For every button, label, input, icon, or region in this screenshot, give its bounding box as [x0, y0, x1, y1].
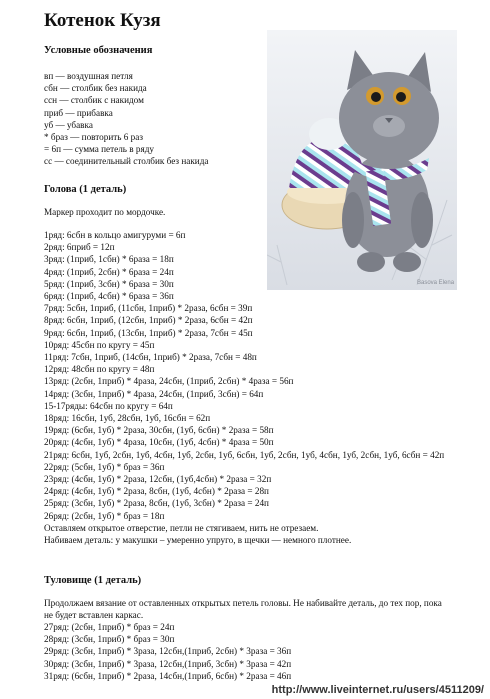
body-note: Продолжаем вязание от оставленных открытых петель головы. Не набивайте деталь, до тех пор, пока не будет вставлен каркас.	[44, 598, 442, 621]
pattern-row: 22ряд: (5сбн, 1уб) * браз = 36п	[44, 461, 165, 472]
pattern-row: Набиваем деталь: у макушки – умеренно упруго, в щечки — немного плотнее.	[44, 535, 352, 546]
pattern-row: 25ряд: (3сбн, 1уб) * 2раза, 8сбн, (1уб, 3сбн) * 2раза = 24п	[44, 498, 269, 509]
pattern-row: 26ряд: (2сбн, 1уб) * браз = 18п	[44, 510, 165, 521]
pattern-row: 1ряд: 6сбн в кольцо амигуруми = 6п	[44, 230, 186, 240]
pattern-row: 2ряд: 6приб = 12п	[44, 242, 115, 253]
kitten-illustration	[267, 30, 457, 290]
pattern-row: 10ряд: 45сбн по кругу = 45п	[44, 339, 155, 350]
pattern-row: 27ряд: (2сбн, 1приб) * браз = 24п	[44, 622, 175, 632]
pattern-row: 18ряд: 16сбн, 1уб, 28сбн, 1уб, 16сбн = 62п	[44, 413, 211, 424]
pattern-row: 5ряд: (1приб, 3сбн) * 6раза = 30п	[44, 278, 174, 289]
kitten-right-foot	[393, 252, 421, 272]
legend-item: уб — убавка	[44, 119, 93, 130]
kitten-right-arm	[411, 192, 433, 248]
photo-watermark: Basova Elena	[417, 280, 455, 286]
pattern-row: 21ряд: 6сбн, 1уб, 2сбн, 1уб, 4сбн, 1уб, 2сбн, 1уб, 6сбн, 1уб, 2сбн, 1уб, 4сбн, 1уб, 2сбн, 1уб, 6сбн = 42п	[44, 449, 445, 460]
kitten-left-arm	[342, 192, 364, 248]
body-heading: Туловище (1 деталь)	[44, 575, 142, 586]
pattern-row: 28ряд: (3сбн, 1приб) * браз = 30п	[44, 634, 175, 645]
body-rows	[44, 621, 464, 682]
legend-item: приб — прибавка	[44, 107, 113, 118]
legend-item: сбн — столбик без накида	[44, 83, 147, 94]
pattern-row: 31ряд: (6сбн, 1приб) * 2раза, 14сбн,(1приб, 6сбн) * 2раза = 46п	[44, 670, 292, 681]
legend-item: сс — соединительный столбик без накида	[44, 156, 209, 167]
pattern-row: 24ряд: (4сбн, 1уб) * 2раза, 8сбн, (1уб, 4сбн) * 2раза = 28п	[44, 486, 269, 497]
kitten-photo	[267, 30, 457, 290]
legend-heading: Условные обозначения	[44, 45, 153, 56]
legend-item: вп — воздушная петля	[44, 71, 133, 81]
pattern-row: Оставляем открытое отверстие, петли не стягиваем, нить не отрезаем.	[44, 522, 319, 533]
pattern-row: 11ряд: 7сбн, 1приб, (14сбн, 1приб) * 2раза, 7сбн = 48п	[44, 352, 257, 363]
legend-item: * браз — повторить 6 раз	[44, 132, 143, 143]
right-pupil	[396, 92, 406, 102]
head-note: Маркер проходит по мордочке.	[44, 207, 166, 217]
left-pupil	[371, 92, 381, 102]
pattern-row: 29ряд: (3сбн, 1приб) * 3раза, 12сбн,(1приб, 2сбн) * 3раза = 36п	[44, 646, 292, 657]
pattern-row: 15-17ряды: 64сбн по кругу = 64п	[44, 400, 173, 411]
legend-item: ссн — столбик с накидом	[44, 95, 144, 106]
pattern-row: 12ряд: 48сбн по кругу = 48п	[44, 364, 155, 375]
pattern-row: 8ряд: 6сбн, 1приб, (12сбн, 1приб) * 2раза, 6сбн = 42п	[44, 315, 253, 326]
page-title: Котенок Кузя	[44, 10, 161, 31]
pattern-row: 7ряд: 5сбн, 1приб, (11сбн, 1приб) * 2раза, 6сбн = 39п	[44, 303, 253, 314]
pattern-row: 4ряд: (1приб, 2сбн) * 6раза = 24п	[44, 266, 174, 277]
source-url[interactable]: http://www.liveinternet.ru/users/4511209/	[271, 684, 484, 696]
head-heading: Голова (1 деталь)	[44, 184, 127, 195]
pattern-row: 3ряд: (1приб, 1сбн) * 6раза = 18п	[44, 254, 174, 265]
pattern-row: 14ряд: (3сбн, 1приб) * 4раза, 24сбн, (1приб, 3сбн) = 64п	[44, 388, 264, 399]
pattern-row: 30ряд: (3сбн, 1приб) * 3раза, 12сбн,(1приб, 3сбн) * 3раза = 42п	[44, 658, 292, 669]
pattern-row: 6ряд: (1приб, 4сбн) * 6раза = 36п	[44, 291, 174, 302]
pattern-row: 13ряд: (2сбн, 1приб) * 4раза, 24сбн, (1приб, 2сбн) * 4раза = 56п	[44, 376, 294, 387]
kitten-left-foot	[357, 252, 385, 272]
pattern-row: 23ряд: (4сбн, 1уб) * 2раза, 12сбн, (1уб,4сбн) * 2раза = 32п	[44, 474, 272, 485]
pattern-row: 9ряд: 6сбн, 1приб, (13сбн, 1приб) * 2раза, 7сбн = 45п	[44, 327, 253, 338]
pattern-row: 19ряд: (6сбн, 1уб) * 2раза, 30сбн, (1уб, 6сбн) * 2раза = 58п	[44, 425, 274, 436]
legend-item: = 6п — сумма петель в ряду	[44, 144, 155, 155]
pattern-row: 20ряд: (4сбн, 1уб) * 4раза, 10сбн, (1уб, 4сбн) * 4раза = 50п	[44, 437, 274, 448]
